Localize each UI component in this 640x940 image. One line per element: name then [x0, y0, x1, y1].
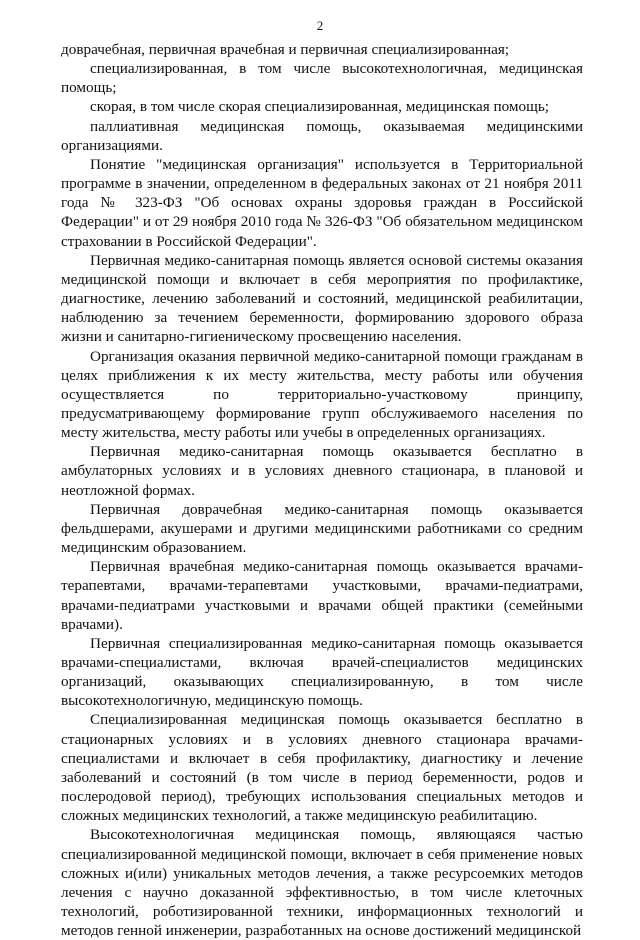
paragraph: Первичная доврачебная медико-санитарная помощь оказывается фельдшерами, акушерами и другими медицинскими работниками со средним медицинским образованием. — [61, 500, 583, 557]
paragraph: скорая, в том числе скорая специализированная, медицинская помощь; — [90, 98, 549, 116]
paragraph: Высокотехнологичная медицинская помощь, являющаяся частью специализированной медицинской помощи, включает в себя применение новых сложных и(или) уникальных методов лечения, а также ресурсоемких методов лечения с научно доказанной эффективностью, в том числе клеточных технологий, роботизированной техники, информационных технологий и методов генной инженерии, разработанных на основе достижений медицинской — [61, 826, 583, 940]
paragraph: Первичная специализированная медико-санитарная помощь оказывается врачами-специалистами, включая врачей-специалистов медицинских организаций, оказывающих специализированную, в том числе высокотехнологичную, медицинскую помощь. — [61, 634, 583, 710]
paragraph: Первичная медико-санитарная помощь является основой системы оказания медицинской помощи и включает в себя мероприятия по профилактике, диагностике, лечению заболеваний и состояний, медицинской реабилитации, наблюдению за течением беременности, формированию здорового образа жизни и санитарно-гигиеническому просвещению населения. — [61, 251, 583, 346]
paragraph: паллиативная медицинская помощь, оказываемая медицинскими организациями. — [61, 117, 583, 154]
paragraph: Организация оказания первичной медико-санитарной помощи гражданам в целях приближения к их месту жительства, месту работы или обучения осуществляется по территориально-участковому принципу, предусматривающему формирование групп обслуживаемого населения по месту жительства, месту работы или учебы в определенных организациях. — [61, 347, 583, 442]
paragraph: Понятие "медицинская организация" используется в Территориальной программе в значении, определенном в федеральных законах от 21 ноября 2011 года № 323-ФЗ "Об основах охраны здоровья граждан в Российской Федерации" и от 29 ноября 2010 года № 326-ФЗ "Об обязательном медицинском страховании в Российской Федерации". — [61, 155, 583, 250]
paragraph: специализированная, в том числе высокотехнологичная, медицинская помощь; — [61, 60, 583, 97]
paragraph: Первичная медико-санитарная помощь оказывается бесплатно в амбулаторных условиях и в условиях дневного стационара, в плановой и неотложной формах. — [61, 443, 583, 499]
page-number: 2 — [316, 18, 324, 33]
paragraph: Первичная врачебная медико-санитарная помощь оказывается врачами-терапевтами, врачами-терапевтами участковыми, врачами-педиатрами, врачами-педиатрами участковыми и врачами общей практики (семейными врачами). — [61, 558, 583, 633]
paragraph: доврачебная, первичная врачебная и первичная специализированная; — [61, 41, 510, 58]
paragraph: Специализированная медицинская помощь оказывается бесплатно в стационарных условиях и в условиях дневного стационара врачами-специалистами и включает в себя профилактику, диагностику и лечение заболеваний и состояний (в том числе в период беременности, родов и послеродовой период), требующих использования специальных методов и сложных медицинских технологий, а также медицинскую реабилитацию. — [61, 711, 583, 825]
document-body — [61, 40, 583, 940]
